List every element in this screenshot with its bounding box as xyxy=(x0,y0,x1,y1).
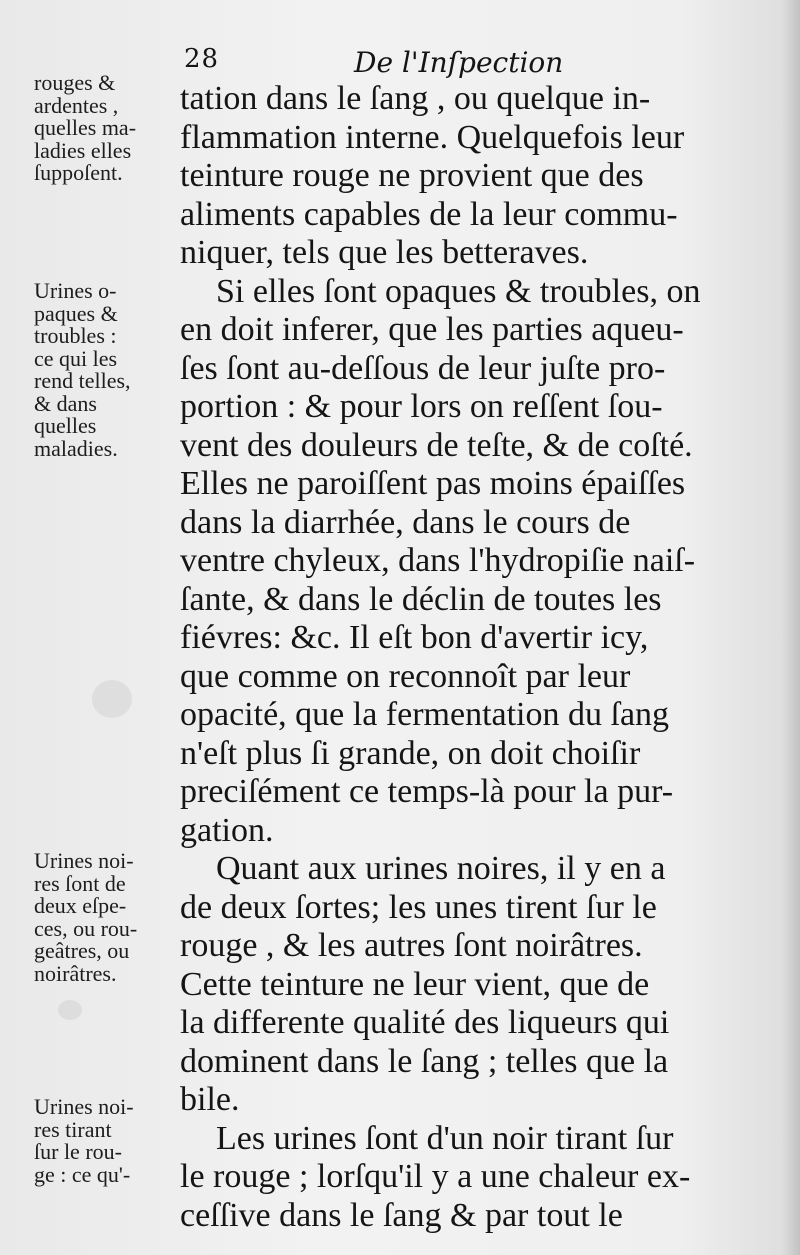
margin-note-line: ge : ce qu'- xyxy=(34,1161,131,1187)
text-line: dans la diarrhée, dans le cours de xyxy=(180,503,631,541)
margin-note-line: Urines o- xyxy=(34,278,117,303)
margin-note-line: maladies. xyxy=(34,435,118,461)
text-line: gation. xyxy=(180,811,274,849)
margin-note-line: ſuppoſent. xyxy=(34,160,123,185)
text-line: Cette teinture ne leur vient, que de xyxy=(180,965,650,1003)
margin-note-opaque-urines xyxy=(34,280,131,460)
text-line: niquer, tels que les betteraves. xyxy=(180,234,589,271)
margin-note-line: paques & xyxy=(34,300,118,326)
text-line: Si elles ſont opaques & troubles, on xyxy=(216,272,701,310)
text-line: que comme on reconnoît par leur xyxy=(180,657,631,695)
margin-note-line: rouges & xyxy=(34,70,116,95)
page-number: 28 xyxy=(184,44,220,74)
margin-note-line: deux eſpe- xyxy=(34,893,127,918)
margin-note-line: ſur le rou- xyxy=(34,1139,122,1164)
text-line: teinture rouge ne provient que des xyxy=(180,157,644,194)
text-line: fiévres: &c. Il eſt bon d'avertir icy, xyxy=(180,619,649,656)
paper-stain xyxy=(92,680,132,718)
margin-note-line: Urines noi- xyxy=(34,1094,134,1119)
text-line: portion : & pour lors on reſſent ſou- xyxy=(180,388,663,425)
text-line: ceſſive dans le ſang & par tout le xyxy=(180,1196,623,1234)
margin-note-black-urines-kinds xyxy=(34,850,137,985)
text-line: aliments capables de la leur commu- xyxy=(180,195,678,233)
text-line: dominent dans le ſang ; telles que la xyxy=(180,1042,669,1080)
margin-note-line: Urines noi- xyxy=(34,848,134,873)
margin-note-line: res ſont de xyxy=(34,870,126,896)
margin-note-line: geâtres, ou xyxy=(34,938,130,963)
margin-note-line: ce qui les xyxy=(34,345,118,371)
text-line: ſante, & dans le déclin de toutes les xyxy=(180,580,662,618)
text-line: le rouge ; lorſqu'il y a une chaleur ex- xyxy=(180,1158,691,1195)
text-line: la differente qualité des liqueurs qui xyxy=(180,1004,670,1041)
text-line: Elles ne paroiſſent pas moins épaiſſes xyxy=(180,465,686,502)
margin-note-black-red-urines xyxy=(34,1096,134,1186)
text-line: bile. xyxy=(180,1081,240,1118)
text-line: opacité, que la fermentation du ſang xyxy=(180,696,670,733)
main-text-column xyxy=(180,80,728,1235)
text-line: ventre chyleux, dans l'hydropiſie naiſ- xyxy=(180,542,696,579)
margin-note-line: rend telles, xyxy=(34,368,131,393)
text-line: preciſément ce temps-là pour la pur- xyxy=(180,773,674,810)
text-line: n'eſt plus ſi grande, on doit choiſir xyxy=(180,734,641,772)
margin-note-red-urines xyxy=(34,72,136,185)
margin-note-line: ces, ou rou- xyxy=(34,915,138,941)
text-line: de deux ſortes; les unes tirent ſur le xyxy=(180,888,657,926)
text-line: tation dans le ſang , ou quelque in- xyxy=(180,80,651,117)
margin-note-line: quelles xyxy=(34,413,97,438)
margin-note-line: noirâtres. xyxy=(34,960,117,986)
text-line: Quant aux urines noires, il y en a xyxy=(216,850,666,887)
margin-note-line: ardentes , xyxy=(34,92,119,118)
running-title: De l'Inſpection xyxy=(354,46,564,79)
text-line: ſes ſont au-deſſous de leur juſte pro- xyxy=(180,349,666,387)
text-line: vent des douleurs de teſte, & de coſté. xyxy=(180,426,693,464)
text-line: en doit inferer, que les parties aqueu- xyxy=(180,311,684,348)
margin-note-line: quelles ma- xyxy=(34,115,137,140)
margin-note-line: & dans xyxy=(34,390,97,416)
page-edge-shadow xyxy=(782,0,800,1255)
paper-stain xyxy=(58,1000,82,1020)
text-line: rouge , & les autres ſont noirâtres. xyxy=(180,927,643,964)
margin-note-line: ladies elles xyxy=(34,137,132,163)
text-line: flammation interne. Quelquefois leur xyxy=(180,118,685,156)
margin-note-line: res tirant xyxy=(34,1116,112,1142)
margin-note-line: troubles : xyxy=(34,323,117,348)
text-line: Les urines ſont d'un noir tirant ſur xyxy=(216,1119,674,1157)
